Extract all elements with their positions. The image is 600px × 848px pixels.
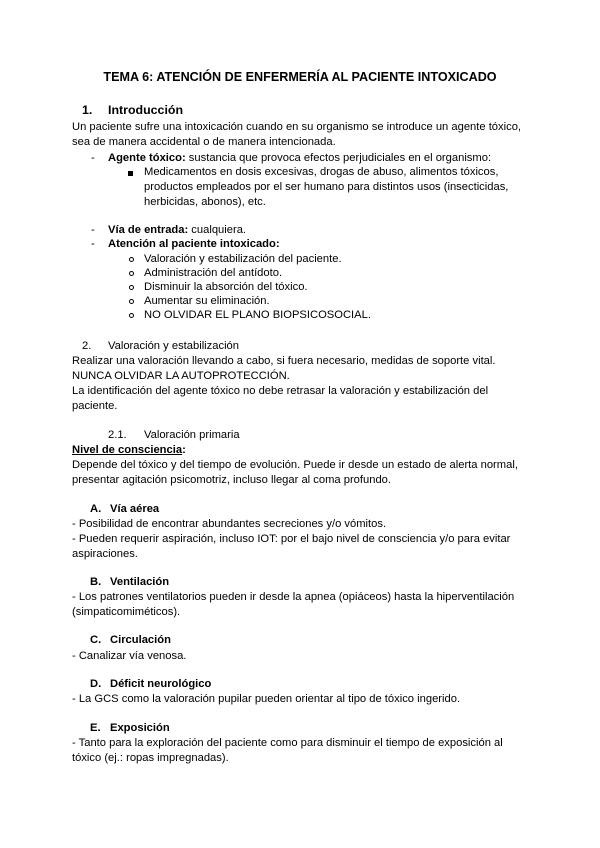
sub-b-heading: Ventilación xyxy=(110,576,170,588)
sub-d-line-1: - La GCS como la valoración pupilar pueden orientar al tipo de tóxico ingerido. xyxy=(72,693,461,705)
section-2-number: 2. xyxy=(82,340,92,352)
circle-bullet-icon xyxy=(129,313,134,318)
via-entrada-item xyxy=(108,223,246,238)
sub-a-line-1: - Posibilidad de encontrar abundantes secreciones y/o vómitos. xyxy=(72,518,387,530)
dash-bullet: - xyxy=(91,152,95,164)
atencion-item-4: Aumentar su eliminación. xyxy=(144,295,270,307)
via-entrada-text: cualquiera. xyxy=(188,224,247,236)
intro-line-1: Un paciente sufre una intoxicación cuando en su organismo se introduce un agente tóxico, xyxy=(72,121,522,133)
sub-a-line-2: - Pueden requerir aspiración, incluso IOT: por el bajo nivel de consciencia y/o para evitar xyxy=(72,533,511,545)
atencion-item-3: Disminuir la absorción del tóxico. xyxy=(144,281,308,293)
agente-toxico-label: Agente tóxico: xyxy=(108,152,186,164)
sub-d-heading: Déficit neurológico xyxy=(110,678,212,690)
sub-e-heading: Exposición xyxy=(110,722,170,734)
agente-toxico-text: sustancia que provoca efectos perjudiciales en el organismo: xyxy=(185,152,492,164)
section-2-1-heading: Valoración primaria xyxy=(144,429,240,441)
intro-line-2: sea de manera accidental o de manera intencionada. xyxy=(72,136,336,148)
nivel-consciencia-label: Nivel de consciencia xyxy=(72,444,183,456)
agente-sub-line-1: Medicamentos en dosis excesivas, drogas de abuso, alimentos tóxicos, xyxy=(144,166,499,178)
atencion-label: Atención al paciente intoxicado: xyxy=(108,238,280,250)
document-title: TEMA 6: ATENCIÓN DE ENFERMERÍA AL PACIENTE INTOXICADO xyxy=(103,70,497,84)
section-1-heading: Introducción xyxy=(108,103,184,117)
sec2-line-4: paciente. xyxy=(72,400,118,412)
sub-a-heading: Vía aérea xyxy=(110,503,160,515)
nivel-line-2: presentar agitación psicomotriz, incluso llegar al coma profundo. xyxy=(72,474,392,486)
agente-sub-line-3: herbicidas, abonos), etc. xyxy=(144,196,266,208)
sub-b-line-1: - Los patrones ventilatorios pueden ir desde la apnea (opiáceos) hasta la hiperventilación xyxy=(72,591,515,603)
agente-toxico-item xyxy=(108,151,491,166)
atencion-item-1: Valoración y estabilización del paciente. xyxy=(144,253,342,265)
sub-e-line-2: tóxico (ej.: ropas impregnadas). xyxy=(72,752,229,764)
sub-b-letter: B. xyxy=(90,576,102,588)
section-1-number: 1. xyxy=(82,103,93,117)
sec2-line-2: NUNCA OLVIDAR LA AUTOPROTECCIÓN. xyxy=(72,370,290,382)
atencion-item-2: Administración del antídoto. xyxy=(144,267,283,279)
circle-bullet-icon xyxy=(129,257,134,262)
section-2-1-number: 2.1. xyxy=(108,429,127,441)
circle-bullet-icon xyxy=(129,299,134,304)
via-entrada-label: Vía de entrada: xyxy=(108,224,189,236)
agente-sub-line-2: productos empleados por el ser humano para distintos usos (insecticidas, xyxy=(144,181,509,193)
sub-e-letter: E. xyxy=(90,722,101,734)
dash-bullet: - xyxy=(91,238,95,250)
dash-bullet: - xyxy=(91,224,95,236)
section-2-heading: Valoración y estabilización xyxy=(108,340,240,352)
nivel-consciencia-heading xyxy=(72,443,186,458)
sub-b-line-2: (simpaticomiméticos). xyxy=(72,606,181,618)
sub-c-letter: C. xyxy=(90,634,102,646)
nivel-line-1: Depende del tóxico y del tiempo de evolución. Puede ir desde un estado de alerta normal, xyxy=(72,459,518,471)
sub-a-line-3: aspiraciones. xyxy=(72,548,138,560)
sub-e-line-1: - Tanto para la exploración del paciente como para disminuir el tiempo de exposición al xyxy=(72,737,503,749)
circle-bullet-icon xyxy=(129,271,134,276)
sec2-line-3: La identificación del agente tóxico no debe retrasar la valoración y estabilización del xyxy=(72,385,489,397)
circle-bullet-icon xyxy=(129,285,134,290)
sub-d-letter: D. xyxy=(90,678,102,690)
atencion-item-5: NO OLVIDAR EL PLANO BIOPSICOSOCIAL. xyxy=(144,309,371,321)
sub-c-line-1: - Canalizar vía venosa. xyxy=(72,650,187,662)
nivel-consciencia-colon: : xyxy=(182,444,186,456)
sub-c-heading: Circulación xyxy=(110,634,171,646)
square-bullet-icon xyxy=(128,171,133,176)
sub-a-letter: A. xyxy=(90,503,102,515)
sec2-line-1: Realizar una valoración llevando a cabo, si fuera necesario, medidas de soporte vital. xyxy=(72,355,496,367)
